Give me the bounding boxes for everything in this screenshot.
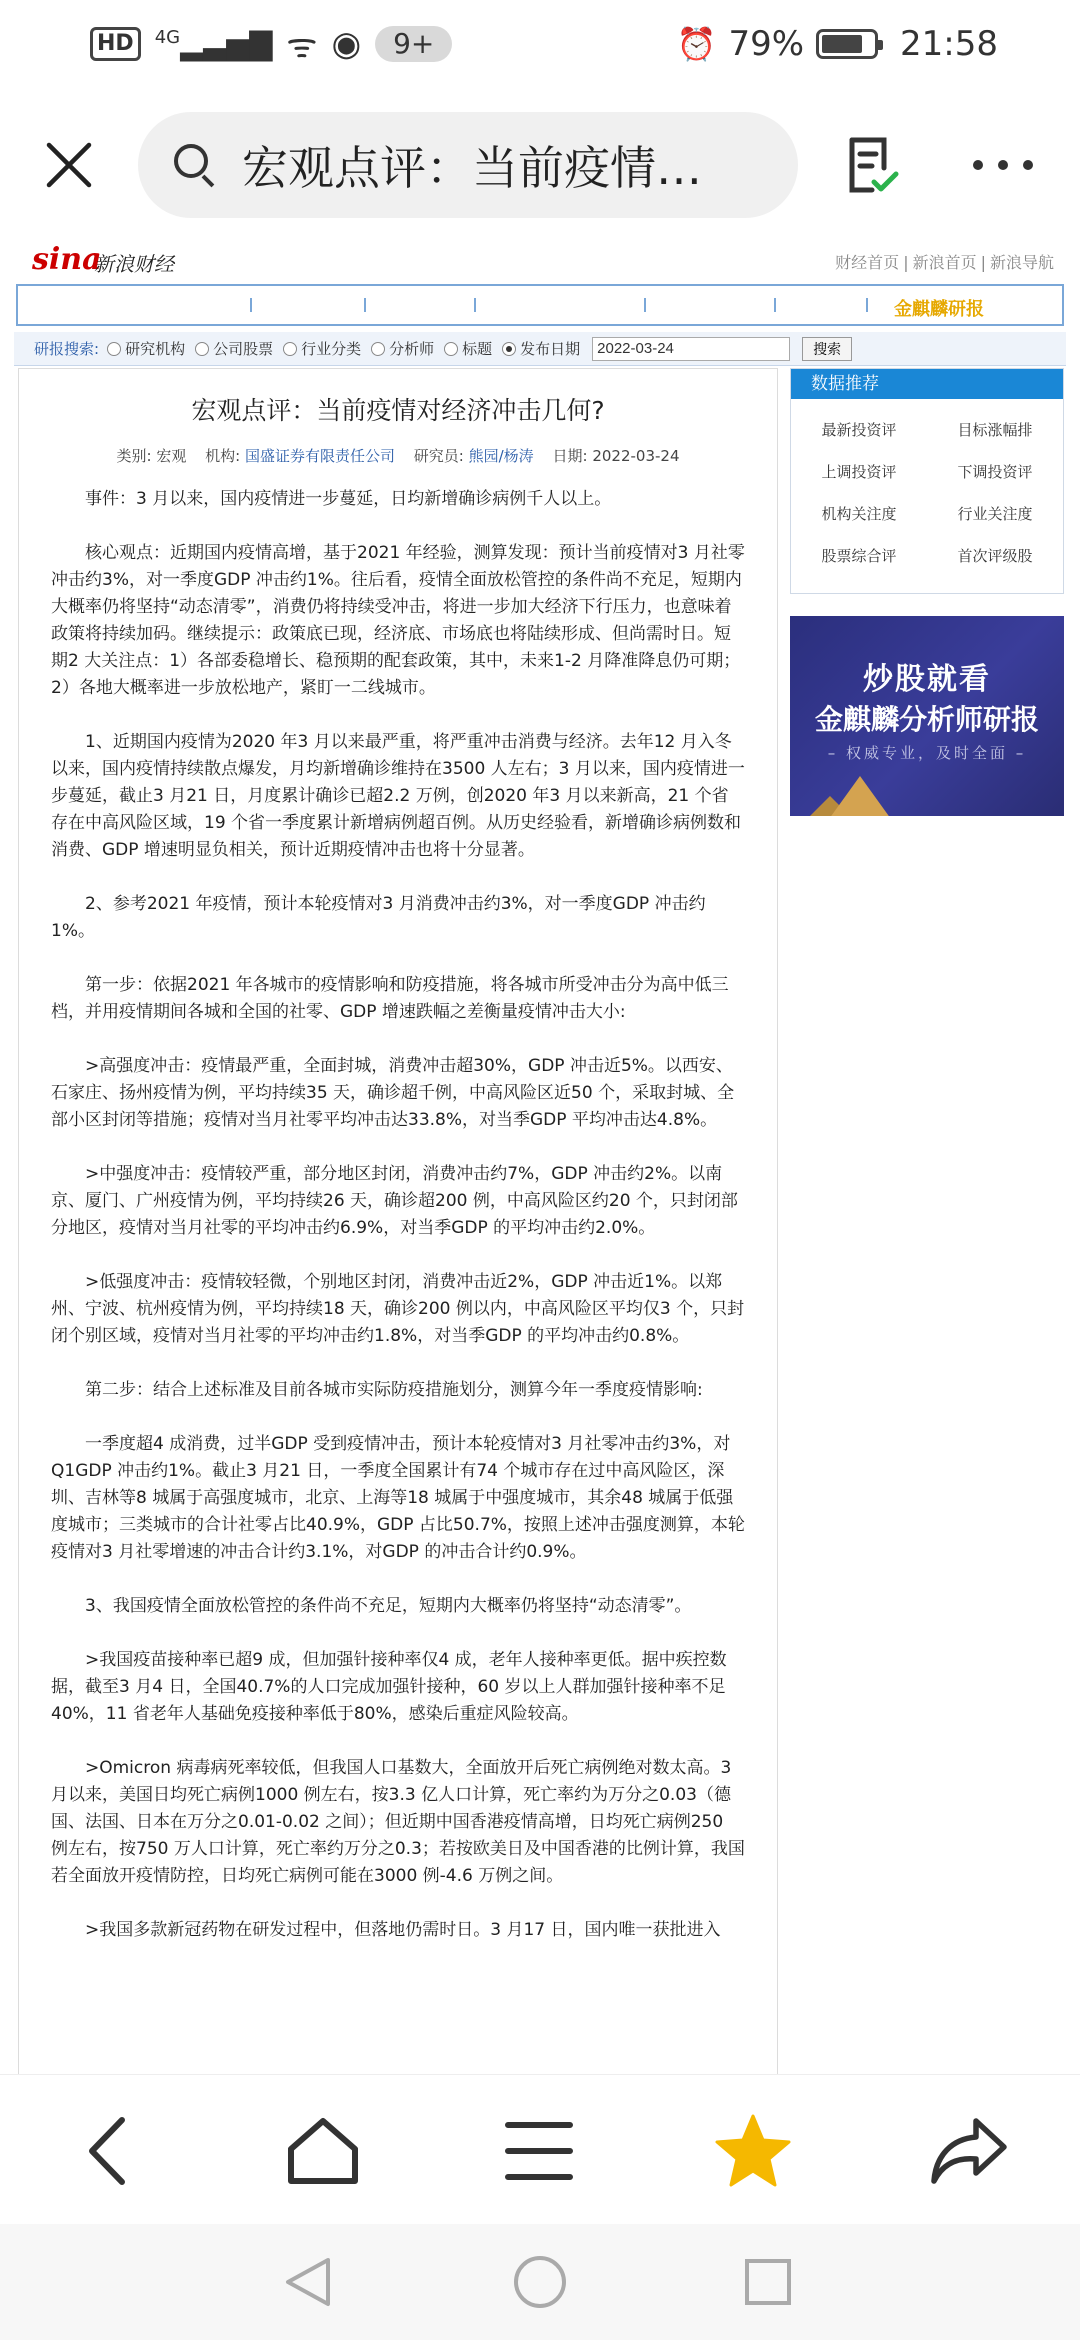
ad-subheadline: 金麒麟分析师研报 — [814, 703, 1039, 736]
share-icon — [928, 2115, 1010, 2187]
link-industry-attention[interactable]: 行业关注度 — [957, 505, 1033, 523]
paragraph: 第一步：依据2021 年各城市的疫情影响和防疫措施，将各城市所受冲击分为高中低三档，并用疫情期间各城和全国的社零、GDP 增速跌幅之差衡量疫情冲击大小: — [51, 975, 729, 1022]
paragraph: >高强度冲击：疫情最严重，全面封城，消费冲击超30%，GDP 冲击近5%。以西安、石家庄、扬州疫情为例，平均持续35 天，确诊超千例，中高风险区近50 个，采取封城、全部小区封闭等措施；疫情对当月社零平均冲击达33.8%，对当季GDP 平均冲击达4.8%。 — [51, 1056, 735, 1130]
article-title: 宏观点评：当前疫情对经济冲击几何? — [191, 396, 605, 425]
home-icon — [285, 2115, 361, 2187]
link-latest-rating[interactable]: 最新投资评 — [821, 421, 897, 439]
date-input[interactable] — [592, 337, 790, 361]
nav-divider — [774, 298, 776, 312]
paragraph: 事件：3 月以来，国内疫情进一步蔓延，日均新增确诊病例千人以上。 — [85, 489, 612, 509]
battery-icon — [816, 29, 878, 59]
ad-logo-shape — [824, 776, 896, 816]
search-label: 研报搜索: — [34, 340, 100, 358]
radio-circle-icon — [283, 342, 297, 356]
system-recents-button[interactable] — [736, 2250, 800, 2314]
link-org-attention[interactable]: 机构关注度 — [821, 505, 897, 523]
org-link[interactable]: 国盛证券有限责任公司 — [244, 447, 395, 465]
radio-date[interactable]: 发布日期 — [502, 338, 580, 359]
system-back-button[interactable] — [276, 2250, 340, 2314]
radio-stock[interactable]: 公司股票 — [195, 338, 273, 359]
site-name[interactable]: 新浪财经 — [94, 252, 174, 276]
address-bar[interactable] — [138, 112, 798, 218]
battery-percent: 79% — [728, 24, 805, 64]
reader-mode-icon — [838, 132, 902, 198]
nav-divider — [250, 298, 252, 312]
address-text: 宏观点评：当前疫情… — [242, 141, 702, 195]
star-icon — [713, 2112, 793, 2190]
header-link-sina-nav[interactable]: 新浪导航 — [989, 253, 1054, 272]
header-link-sina-home[interactable]: 新浪首页 — [912, 253, 977, 272]
ad-banner[interactable] — [790, 616, 1064, 816]
back-button[interactable] — [62, 2111, 152, 2191]
home-button[interactable] — [278, 2111, 368, 2191]
nav-home-icon — [512, 2254, 568, 2310]
data-recommend-links — [791, 399, 1063, 566]
back-icon — [82, 2116, 132, 2186]
radio-circle-icon — [195, 342, 209, 356]
link-downgrade[interactable]: 下调投资评 — [957, 463, 1033, 481]
close-icon — [45, 141, 93, 189]
radio-circle-icon — [371, 342, 385, 356]
paragraph: >我国多款新冠药物在研发过程中，但落地仍需时日。3 月17 日，国内唯一获批进入 — [85, 1920, 721, 1940]
hd-badge: HD — [90, 27, 141, 61]
menu-button[interactable] — [494, 2111, 584, 2191]
sina-logo[interactable]: sina — [32, 242, 102, 277]
favorite-button[interactable] — [708, 2111, 798, 2191]
status-right — [677, 20, 998, 68]
publish-date: 2022-03-24 — [592, 447, 680, 465]
web-page — [14, 238, 1066, 2074]
paragraph: 核心观点：近期国内疫情高增，基于2021 年经验，测算发现：预计当前疫情对3 月社零冲击约3%，对一季度GDP 冲击约1%。往后看，疫情全面放松管控的条件尚不充足，短期内大概率仍将坚持“动态清零”，消费仍将持续受冲击，将进一步加大经济下行压力，也意味着政策将持续加码。继续提示：政策底已现，经济底、市场底也将陆续形成、但尚需时日。短期2 大关注点：1）各部委稳增长、稳预期的配套政策，其中，未来1-2 月降准降息仍可期；2）各地大概率进一步放松地产，紧盯一二线城市。 — [51, 543, 745, 698]
nav-recents-icon — [743, 2257, 793, 2307]
radio-title[interactable]: 标题 — [444, 338, 492, 359]
system-home-button[interactable] — [508, 2250, 572, 2314]
paragraph: >低强度冲击：疫情较轻微，个别地区封闭，消费冲击近2%，GDP 冲击近1%。以郑州、宁波、杭州疫情为例，平均持续18 天，确诊200 例以内，中高风险区平均仅3 个，只封闭个别区域，疫情对当月社零的平均冲击约1.8%，对当季GDP 的平均冲击约0.8%。 — [51, 1272, 745, 1346]
category: 宏观 — [156, 447, 187, 465]
article-body — [51, 486, 745, 1944]
radio-industry[interactable]: 行业分类 — [283, 338, 361, 359]
signal-icon: $^{4G}$▂▃▅▇ — [154, 26, 273, 62]
radio-org[interactable]: 研究机构 — [107, 338, 185, 359]
notification-count: 9+ — [375, 26, 452, 62]
system-nav-bar — [0, 2224, 1080, 2340]
nav-back-icon — [282, 2254, 334, 2310]
site-header — [14, 238, 1066, 282]
radio-circle-icon — [107, 342, 121, 356]
paragraph: 2、参考2021 年疫情，预计本轮疫情对3 月消费冲击约3%，对一季度GDP 冲击约1%。 — [51, 894, 706, 941]
data-recommend-box — [790, 368, 1064, 594]
link-stock-composite[interactable]: 股票综合评 — [821, 547, 897, 565]
eye-icon: ◉ — [331, 24, 362, 64]
nav-divider — [474, 298, 476, 312]
status-bar — [0, 0, 1080, 90]
data-recommend-title: 数据推荐 — [791, 369, 1063, 399]
status-left — [90, 20, 452, 68]
header-links: 财经首页 | 新浪首页 | 新浪导航 — [835, 253, 1054, 272]
radio-analyst[interactable]: 分析师 — [371, 338, 434, 359]
nav-divider — [364, 298, 366, 312]
nav-divider — [866, 298, 868, 312]
radio-circle-icon — [444, 342, 458, 356]
report-search-bar — [14, 332, 1066, 366]
more-button[interactable] — [968, 138, 1038, 192]
network-type: 4G — [154, 26, 181, 48]
channel-nav-bar — [16, 284, 1064, 326]
analyst-link[interactable]: 熊园/杨涛 — [468, 447, 534, 465]
paragraph: >Omicron 病毒病死率较低，但我国人口基数大，全面放开后死亡病例绝对数太高。3 月以来，美国日均死亡病例1000 例左右，按3.3 亿人口计算，死亡率约为万分之0.03（德国、法国、日本在万分之0.01-0.02 之间）；但近期中国香港疫情高增，日均死亡病例250 例左右，按750 万人口计算，死亡率约万分之0.3；若按欧美日及中国香港的比例计算，我国若全面放开疫情防控，日均死亡病例可能在3000 例-4.6 万例之间。 — [51, 1758, 745, 1886]
nav-link-research[interactable]: 金麒麟研报 — [894, 299, 984, 320]
share-button[interactable] — [924, 2111, 1014, 2191]
reader-mode-button[interactable] — [838, 132, 902, 198]
close-button[interactable] — [36, 132, 102, 198]
browser-toolbar — [0, 2074, 1080, 2224]
battery-level — [822, 35, 862, 53]
wifi-icon: ᯤ — [286, 26, 318, 66]
search-icon — [172, 142, 218, 188]
radio-selected-icon — [502, 342, 516, 356]
ad-headline: 炒股就看 — [863, 662, 991, 697]
paragraph: 一季度超4 成消费，过半GDP 受到疫情冲击，预计本轮疫情对3 月社零冲击约3%，对Q1GDP 冲击约1%。截止3 月21 日，一季度全国累计有74 个城市存在过中高风险区，深圳、吉林等8 城属于高强度城市，北京、上海等18 城属于中强度城市，其余48 城属于低强度城市；三类城市的合计社零占比40.9%，GDP 占比50.7%，按照上述冲击强度测算，本轮疫情对3 月社零增速的冲击合计约3.1%，对GDP 的冲击合计约0.9%。 — [51, 1434, 745, 1562]
menu-icon — [504, 2119, 574, 2183]
paragraph: 1、近期国内疫情为2020 年3 月以来最严重，将严重冲击消费与经济。去年12 月入冬以来，国内疫情持续散点爆发，月均新增确诊维持在3500 人左右；3 月以来，国内疫情进一步蔓延，截止3 月21 日，月度累计确诊已超2.2 万例，创2020 年3 月以来新高，21 个省存在中高风险区域，19 个省一季度累计新增病例超百例。从历史经验看，新增确诊病例数和消费、GDP 增速明显负相关，预计近期疫情冲击也将十分显著。 — [51, 732, 745, 860]
paragraph: 第二步：结合上述标准及目前各城市实际防疫措施划分，测算今年一季度疫情影响: — [85, 1380, 703, 1400]
ad-tagline: – 权威专业，及时全面 – — [827, 744, 1027, 762]
paragraph: >中强度冲击：疫情较严重，部分地区封闭，消费冲击约7%，GDP 冲击约2%。以南京、厦门、广州疫情为例，平均持续26 天，确诊超200 例，中高风险区约20 个，只封闭部分地区，疫情对当月社零的平均冲击约6.9%，对当季GDP 的平均冲击约2.0%。 — [51, 1164, 738, 1238]
article — [18, 368, 778, 2074]
paragraph: 3、我国疫情全面放松管控的条件尚不充足，短期内大概率仍将坚持“动态清零”。 — [85, 1596, 692, 1616]
header-link-finance-home[interactable]: 财经首页 — [835, 253, 900, 272]
article-meta: 类别: 宏观 机构: 国盛证券有限责任公司 研究员: 熊园/杨涛 日期: 2022-03-24 — [116, 447, 680, 465]
link-upgrade[interactable]: 上调投资评 — [821, 463, 897, 481]
link-target-gain[interactable]: 目标涨幅排 — [957, 421, 1033, 439]
search-button[interactable]: 搜索 — [802, 337, 852, 361]
sidebar — [790, 368, 1064, 816]
nav-divider — [644, 298, 646, 312]
link-first-rating[interactable]: 首次评级股 — [957, 547, 1033, 565]
clock: 21:58 — [900, 24, 998, 64]
more-icon — [968, 138, 1038, 192]
paragraph: >我国疫苗接种率已超9 成，但加强针接种率仅4 成，老年人接种率更低。据中疾控数据，截至3 月4 日，全国40.7%的人口完成加强针接种，60 岁以上人群加强针接种率不足40%，11 省老年人基础免疫接种率低于80%，感染后重症风险较高。 — [51, 1650, 727, 1724]
browser-top-bar — [0, 110, 1080, 220]
alarm-icon: ⏰ — [676, 25, 717, 63]
